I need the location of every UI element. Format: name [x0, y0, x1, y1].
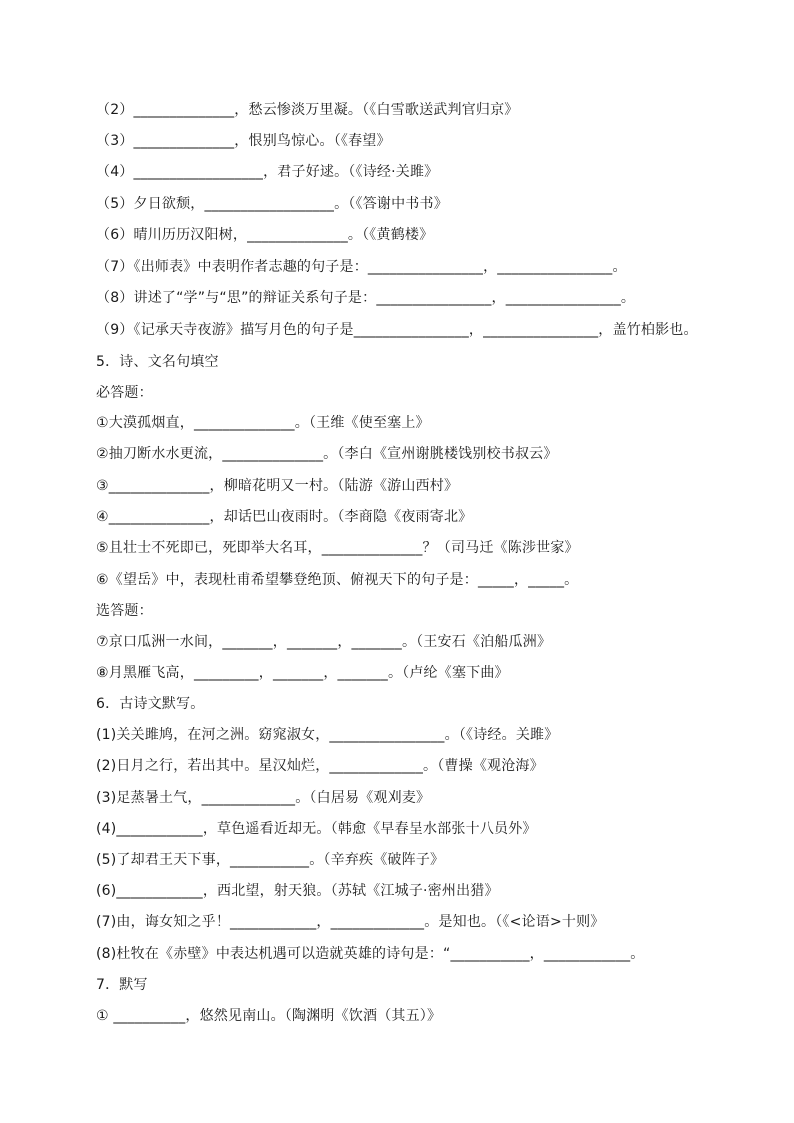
item-6-8: (8)杜牧在《赤壁》中表达机遇可以造就英雄的诗句是：“___________，____________。	[96, 946, 645, 962]
optional-label: 选答题：	[96, 603, 153, 619]
section-6-heading: 6．古诗文默写。	[96, 696, 205, 712]
item-6-5: (5)了却君王天下事，___________。（辛弃疾《破阵子》	[96, 852, 445, 868]
section-7-heading: 7．默写	[96, 977, 148, 993]
item-4-7: （7）《出师表》中表明作者志趣的句子是：________________，________________。	[96, 259, 627, 275]
item-6-3: (3)足蒸暑土气，_____________。（白居易《观刈麦》	[96, 790, 431, 806]
item-4-3: （3）______________，恨别鸟惊心。（《春望》	[96, 133, 391, 149]
item-5-2: ②抽刀断水水更流，______________。（李白《宣州谢朓楼饯别校书叔云》	[96, 446, 558, 462]
item-4-6: （6）晴川历历汉阳树，______________。（《黄鹤楼》	[96, 227, 434, 243]
item-5-1: ①大漠孤烟直，______________。（王维《使至塞上》	[96, 415, 430, 431]
required-label: 必答题：	[96, 385, 153, 401]
item-4-5: （5）夕日欲颓，__________________。（《答谢中书书》	[96, 196, 448, 212]
item-4-9: （9）《记承天寺夜游》描写月色的句子是________________，________________，盖竹柏影也。	[96, 322, 698, 338]
item-7-1: ① __________，悠然见南山。（陶渊明《饮酒（其五）》	[96, 1008, 442, 1024]
item-6-4: (4)____________，草色遥看近却无。（韩愈《早春呈水部张十八员外》	[96, 821, 537, 837]
item-4-4: （4）__________________，君子好逑。（《诗经·关雎》	[96, 164, 439, 180]
item-4-8: （8）讲述了“学”与“思”的辩证关系句子是：________________，________________。	[96, 290, 636, 306]
item-5-5: ⑤且壮士不死即已，死即举大名耳，______________？（司马迁《陈涉世家》	[96, 540, 579, 556]
item-5-4: ④______________，却话巴山夜雨时。（李商隐《夜雨寄北》	[96, 509, 473, 525]
item-6-2: (2)日月之行，若出其中。星汉灿烂，_____________。（曹操《观沧海》	[96, 758, 544, 774]
item-6-6: (6)____________，西北望，射天狼。（苏轼《江城子·密州出猎》	[96, 883, 499, 899]
item-5-7: ⑦京口瓜洲一水间，_______，_______，_______。（王安石《泊船瓜洲》	[96, 634, 552, 650]
item-6-7: (7)由，诲女知之乎！____________，_____________。是知也。（《<论语>十则》	[96, 914, 605, 930]
section-5-heading: 5．诗、文名句填空	[96, 354, 219, 370]
item-4-2: （2）______________，愁云惨淡万里凝。（《白雪歌送武判官归京》	[96, 102, 519, 118]
item-5-3: ③______________，柳暗花明又一村。（陆游《游山西村》	[96, 478, 459, 494]
item-5-6: ⑥《望岳》中，表现杜甫希望攀登绝顶、俯视天下的句子是：_____，_____。	[96, 572, 579, 588]
item-5-8: ⑧月黑雁飞高，_________，_______，_______。（卢纶《塞下曲》	[96, 665, 509, 681]
item-6-1: (1)关关雎鸠，在河之洲。窈窕淑女，________________。（《诗经。关雎》	[96, 727, 559, 743]
